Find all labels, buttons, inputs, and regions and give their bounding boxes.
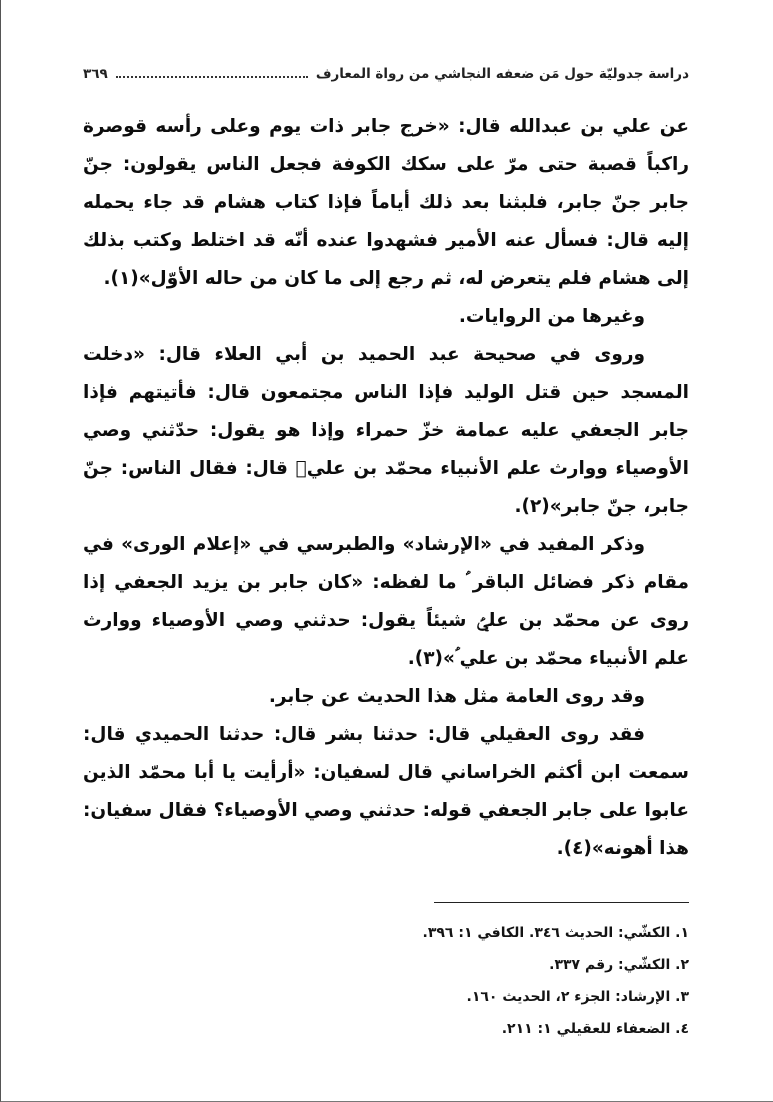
paragraph: عن علي بن عبدالله قال: «خرج جابر ذات يوم وعلى رأسه قوصرة راكباً قصبة حتى مرّ على سكك الكوفة فجعل الناس يقولون: جنّ جابر جنّ جابر، فلبثنا بعد ذلك أياماً فإذا كتاب هشام قد جاء يحمله إليه قال: فسأل عنه الأمير فشهدوا عنده أنّه قد اختلط وكتب بذلك إلى هشام فلم يتعرض له، ثم رجع إلى ما كان من حاله الأوّل»(١). [83, 116, 689, 289]
running-head-title: دراسة جدوليّة حول مَن ضعفه النجاشي من رواة المعارف [315, 66, 689, 82]
footnote-separator [434, 902, 689, 903]
footnote-item: ١. الكشّي: الحديث ٣٤٦. الكافي ١: ٣٩٦. [422, 925, 689, 941]
page-number: ٣٦٩ [83, 66, 108, 82]
page-content [1, 0, 773, 1045]
paragraph: وذكر المفيد في «الإرشاد» والطبرسي في «إعلام الورى» في مقام ذكر فضائل الباقر ؑ ما لفظه: «كان جابر بن يزيد الجعفي إذا روى عن محمّد بن عليؑ شيئاً يقول: حدثني وصي الأوصياء ووارث علم الأنبياء محمّد بن علي ؑ»(٣). [83, 534, 689, 669]
paragraph: وغيرها من الروايات. [458, 306, 645, 327]
dotted-leader [116, 75, 308, 78]
footnote-block [83, 902, 689, 1045]
paragraph: فقد روى العقيلي قال: حدثنا بشر قال: حدثنا الحميدي قال: سمعت ابن أكثم الخراساني قال لسفيان: «أرأيت يا أبا محمّد الذين عابوا على جابر الجعفي قوله: حدثني وصي الأوصياء؟ فقال سفيان: هذا أهونه»(٤). [83, 724, 689, 859]
footnote-item: ٤. الضعفاء للعقيلي ١: ٢١١. [501, 1021, 689, 1037]
footnote-item: ٣. الإرشاد: الجزء ٢، الحديث ١٦٠. [466, 989, 689, 1005]
running-head [83, 66, 689, 82]
body-text [83, 108, 689, 868]
paragraph: وقد روى العامة مثل هذا الحديث عن جابر. [268, 686, 645, 707]
footnote-item: ٢. الكشّي: رقم ٣٣٧. [549, 957, 689, 973]
paragraph: وروى في صحيحة عبد الحميد بن أبي العلاء قال: «دخلت المسجد حين قتل الوليد فإذا الناس مجتمعون قال: فأتيتهم فإذا جابر الجعفي عليه عمامة خزّ حمراء وإذا هو يقول: حدّثني وصي الأوصياء ووارث علم الأنبياء محمّد بن عليؑ قال: فقال الناس: جنّ جابر، جنّ جابر»(٢). [83, 344, 689, 517]
footnotes [83, 917, 689, 1045]
